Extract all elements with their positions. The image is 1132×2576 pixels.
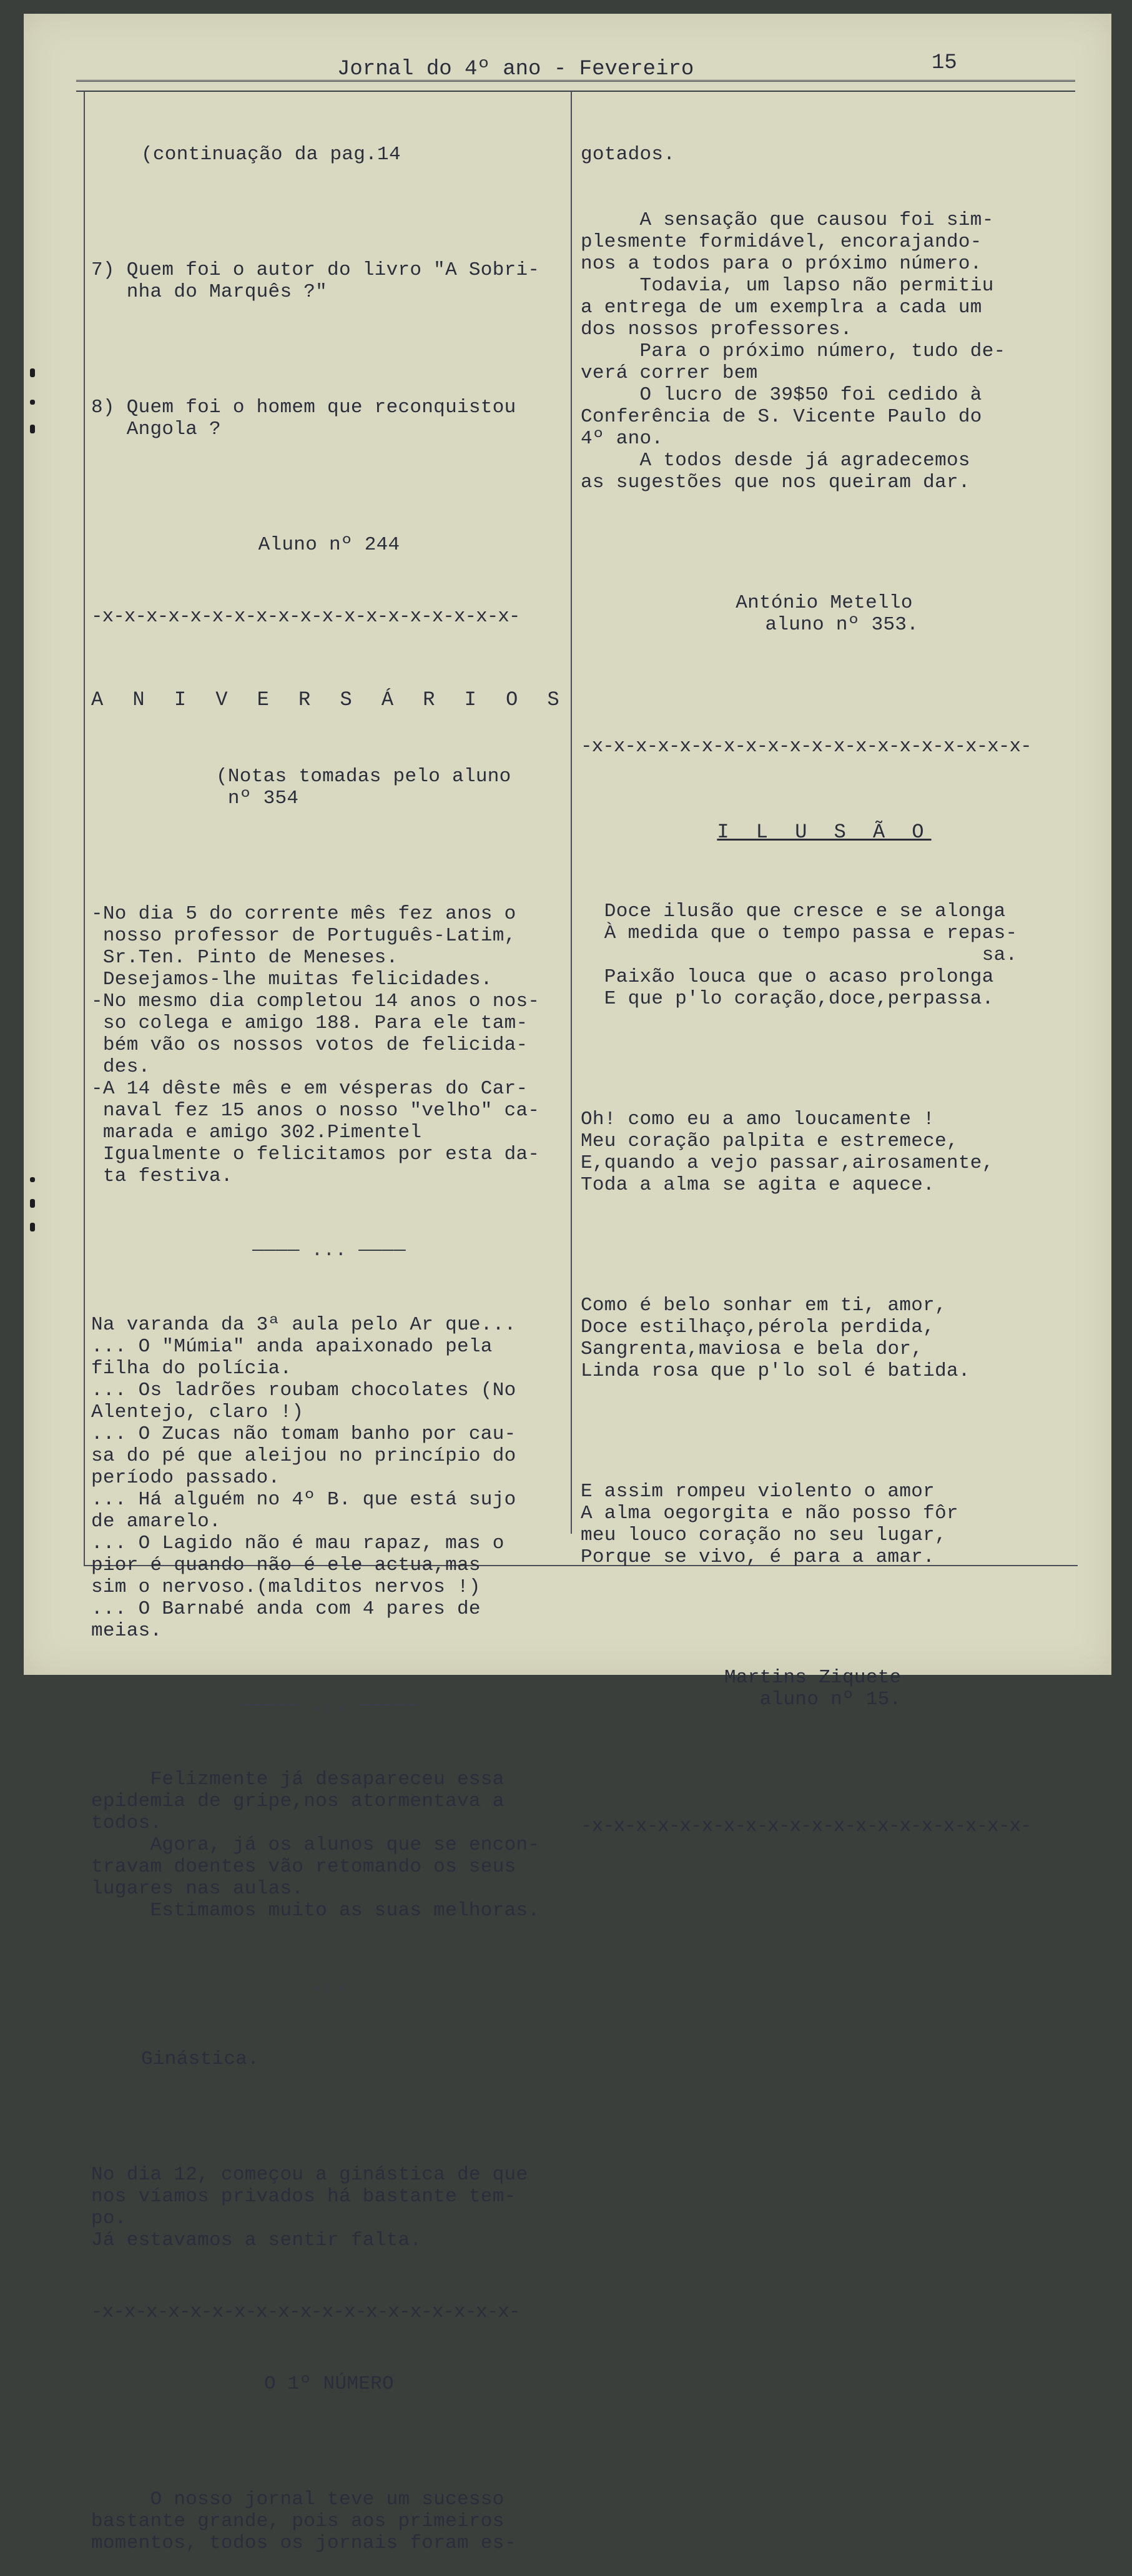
x-separator: -x-x-x-x-x-x-x-x-x-x-x-x-x-x-x-x-x-x-x-: [91, 606, 520, 628]
question-8: 8) Quem foi o homem que reconquistou Angola ?: [91, 397, 516, 440]
first-issue-heading: O 1º NÚMERO: [264, 2373, 394, 2395]
poem-stanza-1: Doce ilusão que cresce e se alonga À medida que o tempo passa e repas- sa. Paixão louca que o acaso prolonga E que p'lo coração,doce,perpassa.: [604, 901, 1018, 1010]
question-7: 7) Quem foi o autor do livro "A Sobri- nha do Marquês ?": [91, 259, 540, 303]
anniversaries-heading: A N I V E R S Á R I O S: [91, 688, 568, 711]
anniversaries-body: -No dia 5 do corrente mês fez anos o nosso professor de Português-Latim, Sr.Ten. Pinto de Meneses. Desejamos-lhe muitas felicidades. -No mesmo dia completou 14 anos o nos- so colega e amigo 188. Para ele tam- bém vão os nossos votos de felicida- des. -A 14 dêste mês e em vésperas do Car- naval fez 15 anos o nosso "velho" ca- marada e amigo 302.Pimentel Igualmente o felicitamos por esta da- ta festiva.: [91, 903, 540, 1187]
continuation-text: gotados.: [581, 144, 676, 165]
punch-hole-mark: [30, 1199, 35, 1208]
punch-hole-mark: [30, 368, 35, 377]
first-issue-continued: A sensação que causou foi sim- plesmente formidável, encorajando- nos a todos para o próximo número. Todavia, um lapso não permitiu a entrega de um exemplra a cada um dos nossos professores. Para o próximo número, tudo de- verá correr bem O lucro de 39$50 foi cedido à Conferência de S. Vicente Paulo do 4º ano. A todos desde já agradecemos as sugestões que nos queiram dar.: [581, 209, 1006, 493]
punch-hole-mark: [30, 1223, 35, 1231]
poem-stanza-2: Oh! como eu a amo loucamente ! Meu coração palpita e estremece, E,quando a vejo passar,airosamente, Toda a alma se agita e aquece.: [581, 1108, 994, 1196]
varanda-gossip: Na varanda da 3ª aula pelo Ar que... ... O "Múmia" anda apaixonado pela filha do polícia. ... Os ladrões roubam chocolates (No Alentejo, claro !) ... O Zucas não tomam banho por cau- sa do pé que aleijou no princípio do período passado. ... Há alguém no 4º B. que está sujo de amarelo. ... O Lagido não é mau rapaz, mas o pior é quando não é ele actua,mas sim o nervoso.(malditos nervos !) ... O Barnabé anda com 4 pares de meias.: [91, 1314, 516, 1642]
gymnastics-heading: Ginástica.: [141, 2048, 260, 2070]
poem-stanza-3: Como é belo sonhar em ti, amor, Doce estilhaço,pérola perdida, Sangrenta,maviosa e bela dor, Linda rosa que p'lo sol é batida.: [581, 1295, 970, 1382]
page-number: 15: [932, 51, 957, 75]
punch-hole-mark: [30, 1177, 35, 1182]
section-separator: ————— ... —————: [240, 1694, 418, 1716]
section-separator: ———— ... ————: [252, 1240, 406, 1261]
poem-title: I L U S Ã O: [717, 821, 932, 844]
right-column: [581, 100, 1068, 1865]
continuation-note: (continuação da pag.14: [141, 144, 401, 165]
anniversaries-subtitle: (Notas tomadas pelo aluno nº 354: [216, 766, 511, 809]
x-separator: -x-x-x-x-x-x-x-x-x-x-x-x-x-x-x-x-x-x-x-x-: [581, 736, 1031, 758]
column-divider: [571, 91, 572, 1534]
poem-signature: Martins Ziquete aluno nº 15.: [724, 1667, 902, 1710]
author-signature: António Metello aluno nº 353.: [736, 592, 919, 636]
punch-hole-mark: [30, 425, 35, 433]
flu-news: Felizmente já desapareceu essa epidemia de gripe,nos atormentava a todos. Agora, já os alunos que se encon- travam doentes vão retomando os seus lugares nas aulas. Estimamos muito as suas melhoras.: [91, 1769, 540, 1922]
x-separator: -x-x-x-x-x-x-x-x-x-x-x-x-x-x-x-x-x-x-x-x-: [581, 1815, 1031, 1837]
punch-hole-mark: [30, 400, 35, 405]
first-issue-body: O nosso jornal teve um sucesso bastante grande, pois aos primeiros momentos, todos os jornais foram es-: [91, 2489, 516, 2554]
poem-stanza-4: E assim rompeu violento o amor A alma oegorgita e não posso fôr meu louco coração no seu lugar, Porque se vivo, é para a amar.: [581, 1481, 958, 1568]
gymnastics-body: No dia 12, começou a ginástica de que nos víamos privados há bastante tem- po. Já estavamos a sentir falta.: [91, 2164, 528, 2251]
section-separator: ...: [311, 1974, 347, 1996]
left-column: [91, 100, 567, 2576]
x-separator: -x-x-x-x-x-x-x-x-x-x-x-x-x-x-x-x-x-x-x-: [91, 2301, 520, 2323]
quiz-signature: Aluno nº 244: [258, 534, 400, 556]
journal-title: Jornal do 4º ano - Fevereiro: [337, 57, 694, 81]
header-rule: [76, 80, 1075, 92]
page-header: [0, 39, 1132, 81]
